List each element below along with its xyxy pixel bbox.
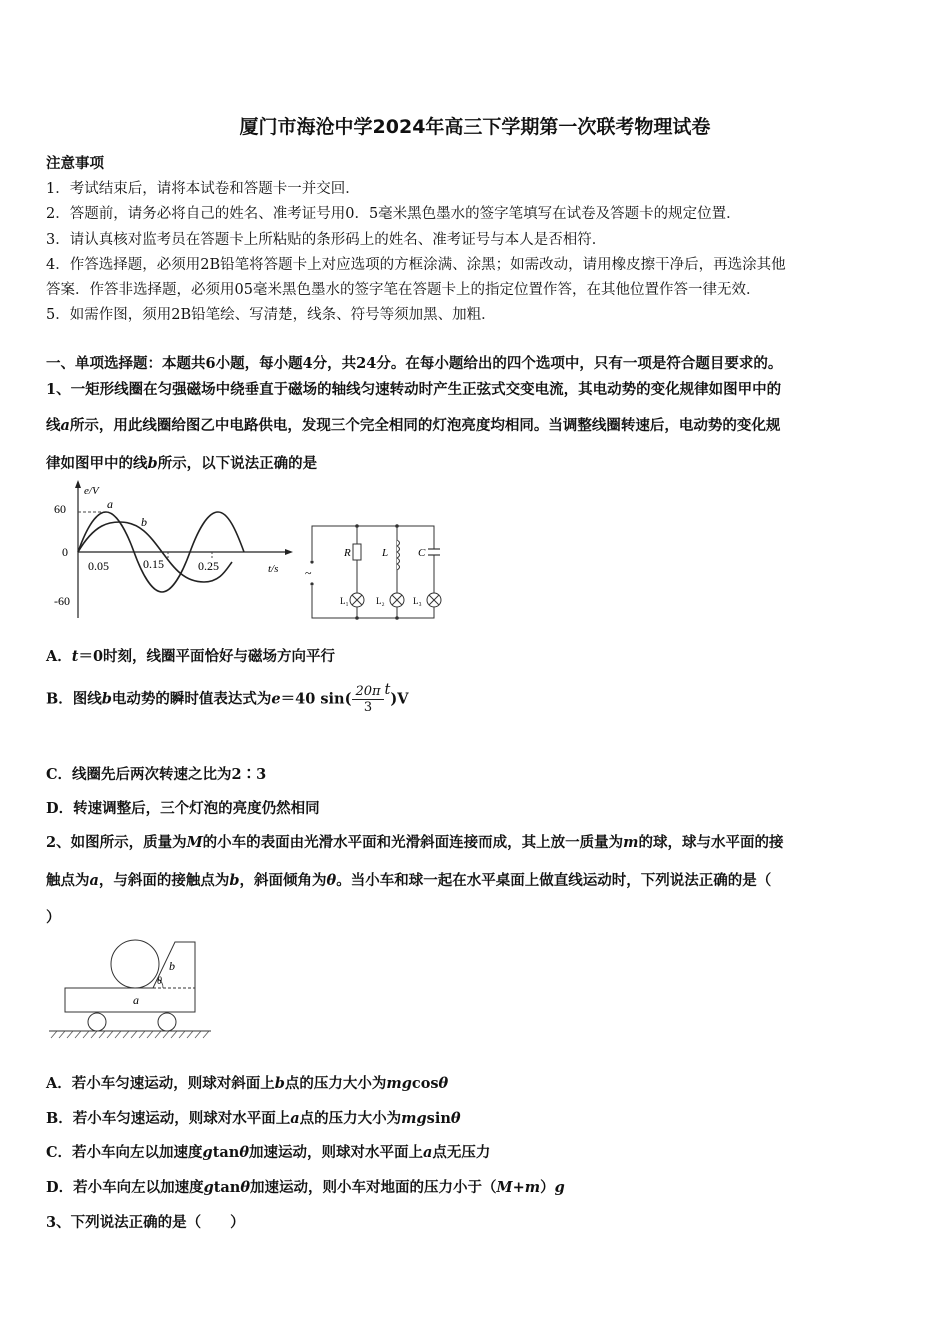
graph-x-tick: 0.25 <box>198 559 219 573</box>
notes-heading: 注意事项 <box>46 155 104 172</box>
curve-label-a: a <box>107 497 113 511</box>
note-item: 2．答题前，请务必将自己的姓名、准考证号用0．5毫米黑色墨水的签字笔填写在试卷及答题卡的规定位置． <box>46 206 741 222</box>
source-symbol: ~ <box>305 566 312 580</box>
q2-option-d: D．若小车向左以加速度gtanθ加速运动，则小车对地面的压力小于（M+m）g <box>46 1179 565 1196</box>
circuit-figure <box>300 518 450 624</box>
lamp-label: L₁ <box>340 596 349 606</box>
lamp-l3 <box>427 593 441 607</box>
q2-option-a: A．若小车匀速运动，则球对斜面上b点的压力大小为mgcosθ <box>46 1075 449 1092</box>
graph-y-label: e/V <box>84 485 99 497</box>
note-item: 3．请认真核对监考员在答题卡上所粘贴的条形码上的姓名、准考证号与本人是否相符． <box>46 232 607 248</box>
q2-stem-line3: ） <box>46 909 61 926</box>
label-theta: θ <box>157 976 162 987</box>
junction-dot <box>355 524 359 528</box>
junction-dot <box>395 616 399 620</box>
graph-x-arrow <box>285 549 293 555</box>
q1-stem-line2: 线a所示，用此线圈给图乙中电路供电，发现三个完全相同的灯泡亮度均相同。当调整线圈转速后，电动势的变化规 <box>46 417 781 434</box>
q2-option-b: B．若小车匀速运动，则球对水平面上a点的压力大小为mgsinθ <box>46 1110 461 1127</box>
label-a: a <box>133 993 139 1007</box>
junction-dot <box>355 616 359 620</box>
resistor-r <box>353 544 361 560</box>
source-terminal <box>310 560 313 563</box>
graph-x-label: t/s <box>268 563 279 575</box>
note-item: 1．考试结束后，请将本试卷和答题卡一并交回． <box>46 181 360 197</box>
graph-y-tick: -60 <box>54 594 70 608</box>
note-item: 答案．作答非选择题，必须用05毫米黑色墨水的签字笔在答题卡上的指定位置作答，在其他位置作答一律无效． <box>46 282 761 298</box>
page-title: 厦门市海沧中学2024年高三下学期第一次联考物理试卷 <box>239 116 711 138</box>
q3-stem: 3、下列说法正确的是（ ） <box>46 1214 245 1231</box>
label-c: C <box>418 547 426 559</box>
emf-graph-figure <box>50 478 295 623</box>
source-terminal <box>310 582 313 585</box>
q1-option-b: B．图线b电动势的瞬时值表达式为e＝40 sin( $\frac{20\pi}{3}$ t)V <box>46 681 409 715</box>
lamp-label: L₃ <box>413 596 422 606</box>
q1-stem-line3: 律如图甲中的线b所示，以下说法正确的是 <box>46 455 318 472</box>
lamp-l1 <box>350 593 364 607</box>
graph-x-tick: 0.05 <box>88 559 109 573</box>
cart-figure <box>45 934 215 1044</box>
graph-x-tick: 0.15 <box>143 557 164 571</box>
wheel <box>88 1013 106 1031</box>
inductor-l <box>397 540 400 570</box>
q1-stem-line1: 1、一矩形线圈在匀强磁场中绕垂直于磁场的轴线匀速转动时产生正弦式交变电流，其电动势的变化规律如图甲中的 <box>46 381 782 398</box>
section-heading: 一、单项选择题：本题共6小题，每小题4分，共24分。在每小题给出的四个选项中，只有一项是符合题目要求的。 <box>46 355 783 372</box>
ball <box>111 940 159 988</box>
curve-label-b: b <box>141 515 147 529</box>
label-l: L <box>382 547 389 559</box>
label-b: b <box>169 959 175 973</box>
lamp-l2 <box>390 593 404 607</box>
graph-y-tick: 60 <box>54 502 66 516</box>
q1-option-a: A．t＝0时刻，线圈平面恰好与磁场方向平行 <box>46 648 336 665</box>
graph-y-tick: 0 <box>62 545 68 559</box>
q2-option-c: C．若小车向左以加速度gtanθ加速运动，则球对水平面上a点无压力 <box>46 1144 491 1161</box>
capacitor-gap <box>428 549 440 555</box>
ground-hatch <box>51 1031 209 1038</box>
q2-stem-line1: 2、如图所示，质量为M的小车的表面由光滑水平面和光滑斜面连接而成，其上放一质量为m的球，球与水平面的接 <box>46 834 784 851</box>
wheel <box>158 1013 176 1031</box>
graph-y-arrow <box>75 480 81 488</box>
junction-dot <box>395 524 399 528</box>
label-r: R <box>344 547 351 559</box>
lamp-label: L₂ <box>376 596 385 606</box>
q1-option-c: C．线圈先后两次转速之比为2∶3 <box>46 766 267 783</box>
q1-option-d: D．转速调整后，三个灯泡的亮度仍然相同 <box>46 800 320 817</box>
note-item: 4．作答选择题，必须用2B铅笔将答题卡上对应选项的方框涂满、涂黑；如需改动，请用橡皮擦干净后，再选涂其他 <box>46 257 786 273</box>
q2-stem-line2: 触点为a，与斜面的接触点为b，斜面倾角为θ。当小车和球一起在水平桌面上做直线运动时，下列说法正确的是（ <box>46 872 772 889</box>
note-item: 5．如需作图，须用2B铅笔绘、写清楚，线条、符号等须加黑、加粗． <box>46 307 496 323</box>
